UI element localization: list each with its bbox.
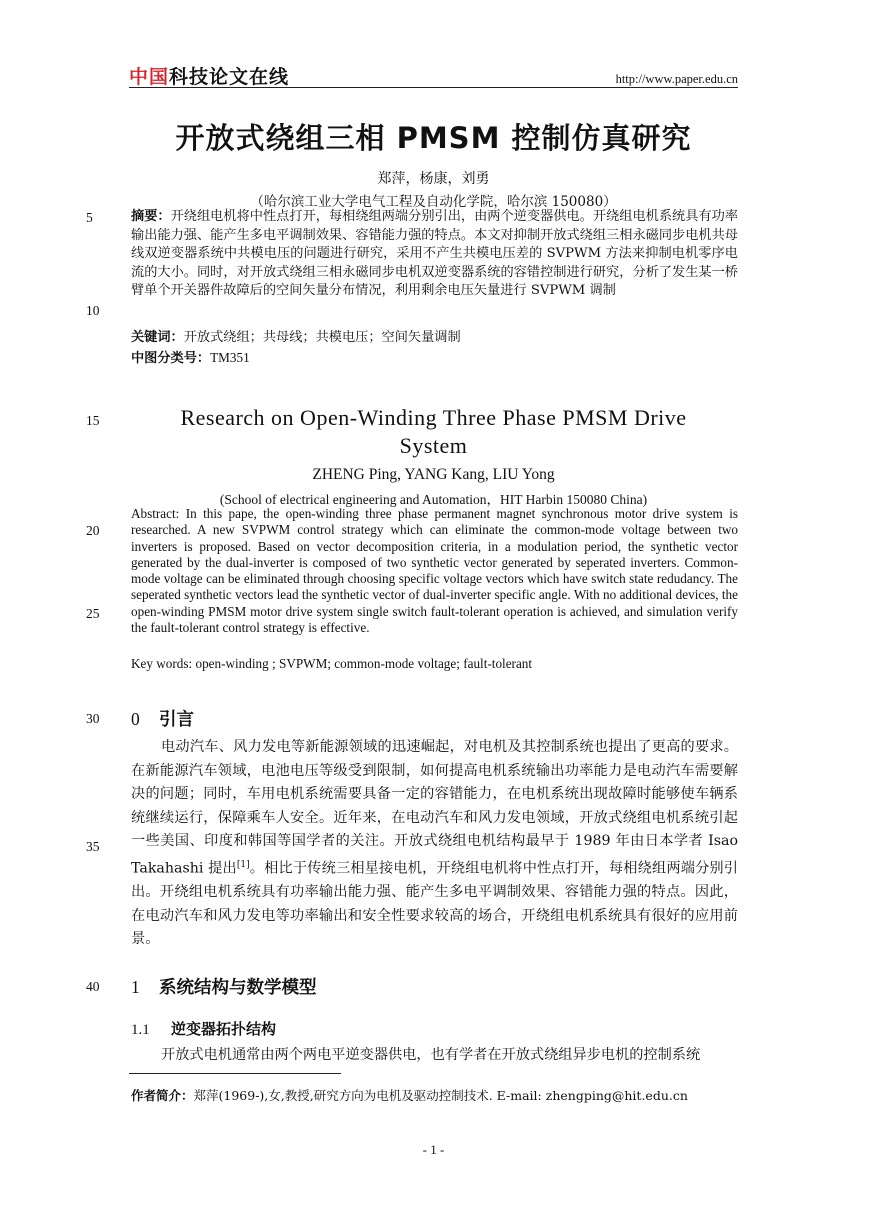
clc-cn xyxy=(131,349,738,369)
abstract-en xyxy=(131,506,738,636)
section-heading-1 xyxy=(131,974,317,999)
line-number-40: 40 xyxy=(86,979,100,994)
paper-title-en-line2: System xyxy=(399,433,468,458)
keywords-en-label: Key words: xyxy=(131,656,196,671)
subsection-1-1-number: 1.1 xyxy=(131,1022,150,1038)
authors-en: ZHENG Ping, YANG Kang, LIU Yong xyxy=(312,466,555,483)
affiliation-cn: （哈尔滨工业大学电气工程及自动化学院，哈尔滨 150080） xyxy=(250,194,617,210)
section-1-title: 系统结构与数学模型 xyxy=(159,978,317,998)
logo-black-text: 科技论文在线 xyxy=(169,66,290,88)
keywords-cn xyxy=(131,329,738,348)
footnote-rule xyxy=(129,1073,341,1074)
section-heading-0 xyxy=(131,706,194,731)
section-1-number: 1 xyxy=(131,977,140,997)
subsection-1-1-title: 逆变器拓扑结构 xyxy=(171,1020,277,1038)
header-url[interactable]: http://www.paper.edu.cn xyxy=(615,72,738,86)
section-0-title: 引言 xyxy=(159,710,194,730)
section-1-1-paragraph: 开放式电机通常由两个两电平逆变器供电，也有学者在开放式绕组异步电机的控制系统 xyxy=(161,1047,701,1063)
line-number-35: 35 xyxy=(86,839,100,854)
abstract-en-label: Abstract: xyxy=(131,506,186,521)
author-footnote xyxy=(131,1086,688,1104)
paper-title-en-line1: Research on Open-Winding Three Phase PMSM Drive xyxy=(180,405,687,430)
abstract-cn xyxy=(131,208,738,301)
clc-cn-text: TM351 xyxy=(210,350,250,365)
keywords-en-text: open-winding ; SVPWM; common-mode voltage; fault-tolerant xyxy=(195,656,533,671)
paper-title-en xyxy=(129,404,738,460)
authors-cn: 郑萍，杨康，刘勇 xyxy=(377,171,490,187)
subsection-heading-1-1 xyxy=(131,1018,276,1039)
keywords-cn-text: 开放式绕组；共母线；共模电压；空间矢量调制 xyxy=(183,330,461,345)
intro-text-b: 。相比于传统三相星接电机，开绕组电机将中性点打开，每相绕组两端分别引出。开绕组电机系统具有功率输出能力强、能产生多电平调制效果、容错能力强的特点。因此，在电动汽车和风力发电等功率输出和安全性要求较高的场合，开绕组电机系统具有很好的应用前景。 xyxy=(131,860,738,948)
header-rule xyxy=(129,87,738,88)
section-0-number: 0 xyxy=(131,709,140,729)
intro-paragraph xyxy=(131,736,738,952)
footnote-text: 郑萍(1969-),女,教授,研究方向为电机及驱动控制技术. E-mail: zhengping@hit.edu.cn xyxy=(193,1088,688,1103)
keywords-cn-label: 关键词： xyxy=(131,330,184,345)
clc-cn-label: 中图分类号： xyxy=(131,351,211,366)
journal-logo xyxy=(129,62,289,89)
line-number-25: 25 xyxy=(86,606,100,621)
affiliation-en: (School of electrical engineering and Automation，HIT Harbin 150080 China) xyxy=(219,492,648,507)
line-number-10: 10 xyxy=(86,303,100,318)
citation-1[interactable]: [1] xyxy=(236,859,250,870)
keywords-en xyxy=(131,656,738,672)
logo-red-text: 中国 xyxy=(129,66,170,88)
abstract-cn-text: 开绕组电机将中性点打开，每相绕组两端分别引出，由两个逆变器供电。开绕组电机系统具有功率输出能力强、能产生多电平调制效果、容错能力强的特点。本文对抑制开放式绕组三相永磁同步电机共母线双逆变器系统中共模电压的问题进行研究，采用不产生共模电压差的 SVPWM 方法来抑制电机零序电流的大小。同时，对开放式绕组三相永磁同步电机双逆变器系统的容错控制进行研究，分析了发生某一桥臂单个开关器件故障后的空间矢量分布情况，利用剩余电压矢量进行 SVPWM 调制 xyxy=(131,209,739,299)
line-number-20: 20 xyxy=(86,523,100,538)
abstract-cn-label: 摘要： xyxy=(131,209,171,224)
line-number-15: 15 xyxy=(86,413,100,428)
paper-title-cn: 开放式绕组三相 PMSM 控制仿真研究 xyxy=(175,121,692,155)
footnote-label: 作者简介： xyxy=(131,1088,194,1103)
line-number-5: 5 xyxy=(86,210,93,225)
line-number-30: 30 xyxy=(86,711,100,726)
abstract-en-text: In this pape, the open-winding three phase permanent magnet synchronous motor drive system is researched. A new SVPWM control strategy which can eliminate the common-mode voltage between two inverters is proposed. Based on vector decomposition criteria, in a modulation period, the synthetic vector generated by the dual-inverter is composed of two synthetic vector generated by seperated inverters. Common-mode voltage can be eliminated through choosing specific voltage vectors which have switch state redudancy. The seperated synthetic vectors lead the synthetic vector of dual-inverter specific angle. With no additional devices, the open-winding PMSM motor drive system single switch fault-tolerant operation is achieved, and simulation verify the fault-tolerant control strategy is effective. xyxy=(131,506,738,636)
page-number: - 1 - xyxy=(422,1142,445,1157)
intro-text-a: 电动汽车、风力发电等新能源领域的迅速崛起，对电机及其控制系统也提出了更高的要求。在新能源汽车领域，电池电压等级受到限制，如何提高电机系统输出功率能力是电动汽车需要解决的问题；同时，车用电机系统需要具备一定的容错能力，在电机系统出现故障时能够使车辆系统继续运行，保障乘车人安全。近年来，在电动汽车和风力发电领域，开放式绕组电机系统引起一些美国、印度和韩国等国学者的关注。开放式绕组电机结构最早于 1989 年由日本学者 Isao Takahashi 提出 xyxy=(131,739,738,877)
